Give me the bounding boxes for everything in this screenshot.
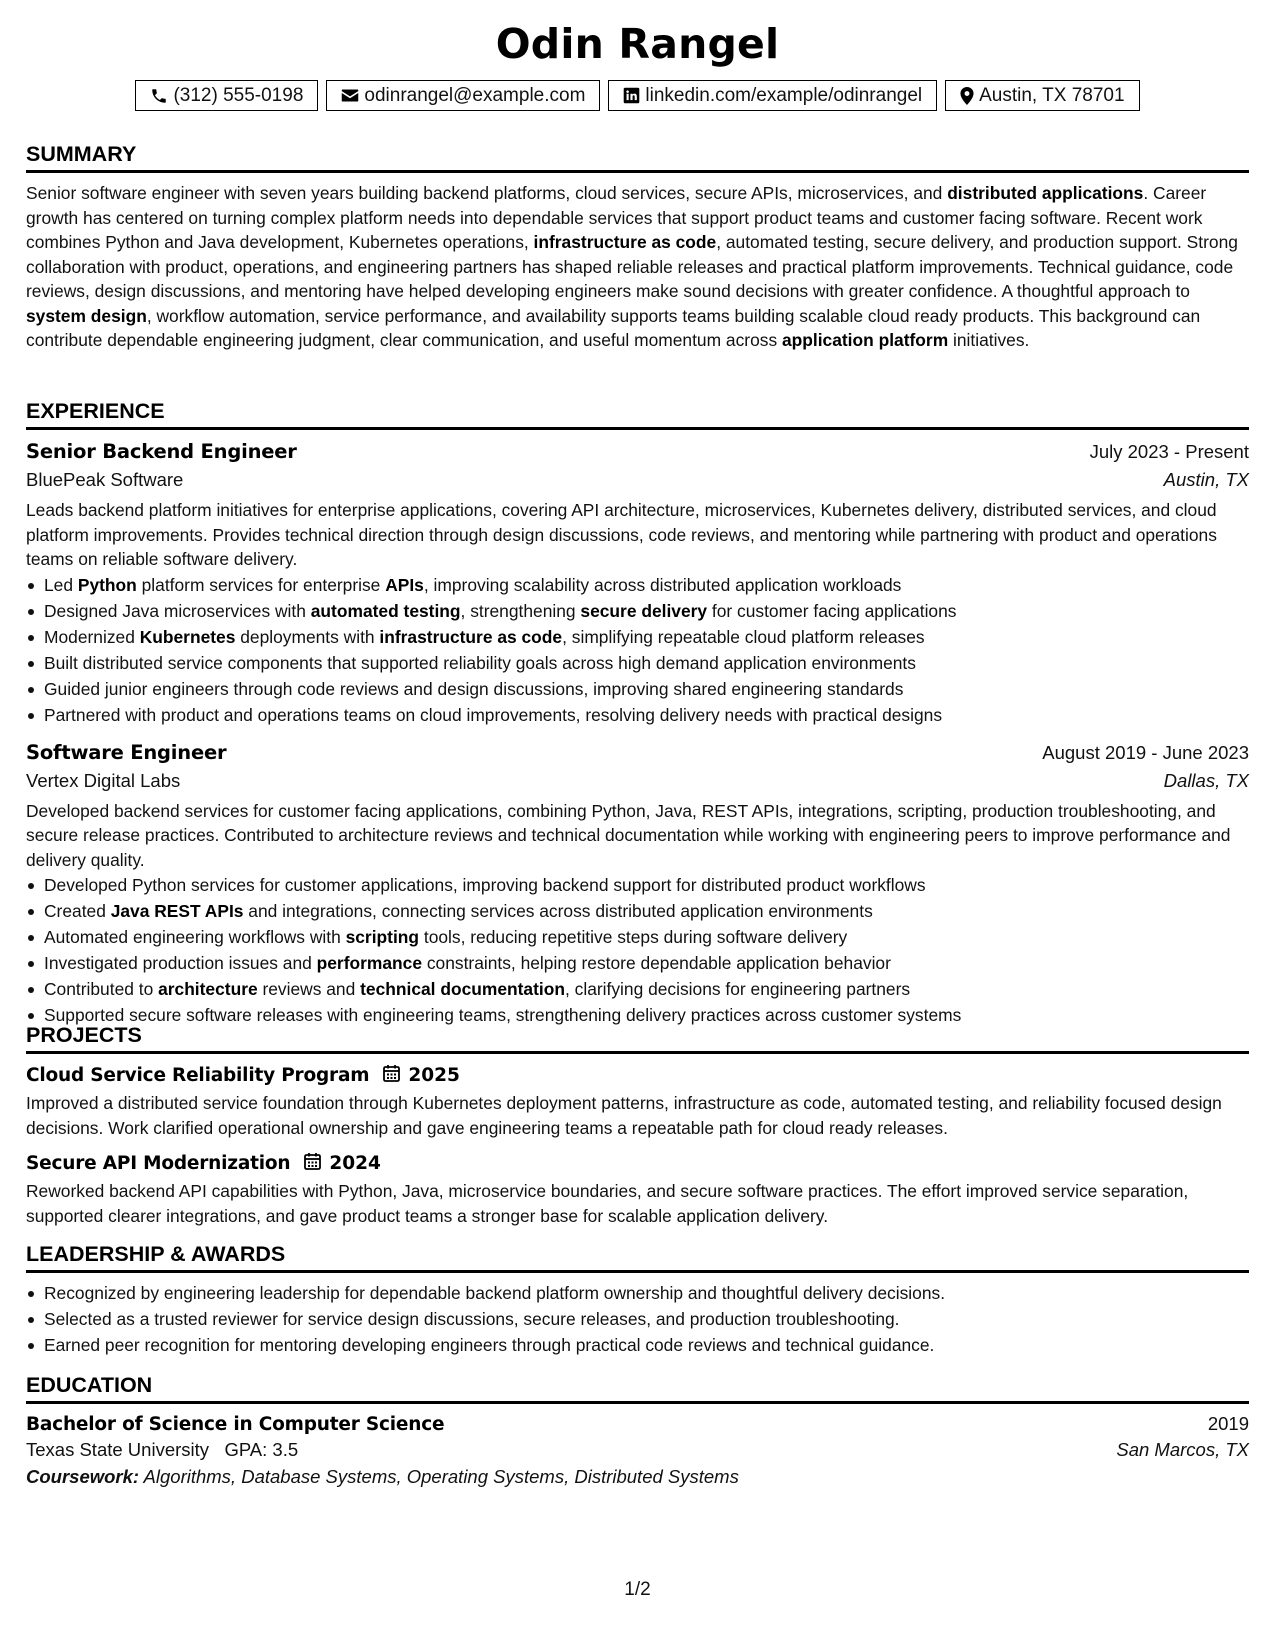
coursework (26, 1466, 1249, 1488)
section-title: LEADERSHIP & AWARDS (26, 1241, 1249, 1273)
text-run: Contributed to (44, 979, 159, 999)
school-location: San Marcos, TX (1116, 1439, 1249, 1460)
text-run: , strengthening (460, 600, 581, 621)
calendar-icon (304, 1152, 321, 1175)
bold-keyword: distributed applications (947, 183, 1144, 203)
text-run: Created (44, 901, 111, 921)
text-run: . Career growth has centered on turning complex platform needs into dependable services that support product teams and customer facing software. Recent work combines Python and Java development, Kubernetes operations, (26, 183, 1207, 252)
linkedin-text: linkedin.com/example/odinrangel (645, 84, 923, 106)
company-name: Vertex Digital Labs (26, 769, 181, 791)
project-entry (26, 1064, 1249, 1140)
phone-text: (312) 555-0198 (173, 84, 304, 106)
text-run: Supported secure software releases with engineering teams, strengthening delivery practices across customer systems (44, 1005, 962, 1025)
job-dates: August 2019 - June 2023 (1042, 741, 1249, 763)
contact-location[interactable] (945, 80, 1139, 111)
text-run: , simplifying repeatable cloud platform releases (562, 626, 925, 647)
bold-keyword: system design (26, 305, 147, 326)
bold-keyword: Python (77, 574, 137, 595)
text-run: , workflow automation, service performance, and availability supports teams building scalable cloud ready products. This background can contribute dependable engineering judgment, clear communication, and useful momentum across (26, 305, 1201, 350)
project-title: Cloud Service Reliability Program (26, 1065, 370, 1086)
job-description: Leads backend platform initiatives for enterprise applications, covering API architecture, microservices, Kubernetes delivery, distributed services, and cloud platform improvements. Provides technical direction through design discussions, code reviews, and mentoring while partnering with product and operations teams on reliable software delivery. (26, 500, 1217, 569)
list-item (26, 598, 1249, 624)
text-run: reviews and (257, 979, 361, 999)
map-pin-icon (960, 87, 974, 105)
email-text: odinrangel@example.com (364, 84, 586, 106)
bold-keyword: technical documentation (360, 979, 565, 999)
experience-section (26, 398, 1249, 1028)
bold-keyword: scripting (345, 927, 420, 947)
section-title: SUMMARY (26, 141, 1249, 173)
contact-email[interactable] (326, 80, 600, 111)
section-title: PROJECTS (26, 1022, 1249, 1054)
leadership-list (26, 1280, 1249, 1358)
text-run: Automated engineering workflows with (44, 927, 346, 947)
envelope-icon (341, 88, 359, 103)
text-run: for customer facing applications (707, 600, 957, 621)
bold-keyword: infrastructure as code (533, 232, 717, 252)
text-run: Investigated production issues and (44, 953, 317, 973)
list-item (26, 650, 1249, 676)
bold-keyword: infrastructure as code (379, 626, 563, 647)
bold-keyword: performance (316, 953, 422, 973)
list-item (26, 976, 1249, 1002)
contact-linkedin[interactable] (608, 80, 937, 111)
list-item (26, 898, 1249, 924)
gpa: GPA: 3.5 (224, 1439, 299, 1460)
project-title: Secure API Modernization (26, 1153, 291, 1174)
project-year: 2024 (329, 1153, 381, 1174)
location-text: Austin, TX 78701 (979, 84, 1125, 106)
bold-keyword: architecture (158, 979, 258, 999)
text-run: Partnered with product and operations teams on cloud improvements, resolving delivery needs with practical designs (44, 704, 943, 725)
list-item: Selected as a trusted reviewer for service design discussions, secure releases, and production troubleshooting. (26, 1306, 1249, 1332)
job-bullets (26, 872, 1249, 1028)
text-run: Guided junior engineers through code reviews and design discussions, improving shared engineering standards (44, 678, 904, 699)
job-title: Senior Backend Engineer (26, 440, 297, 463)
list-item (26, 872, 1249, 898)
contact-phone[interactable] (135, 80, 318, 111)
contact-bar (0, 80, 1275, 111)
text-run: deployments with (235, 626, 380, 647)
education-section (26, 1372, 1249, 1488)
text-run: tools, reducing repetitive steps during software delivery (419, 927, 848, 947)
project-year: 2025 (408, 1065, 460, 1086)
text-run: platform services for enterprise (136, 574, 386, 595)
text-run: Developed Python services for customer applications, improving backend support for distributed product workflows (44, 875, 926, 895)
summary-text (26, 181, 1249, 353)
project-description: Improved a distributed service foundation through Kubernetes deployment patterns, infrastructure as code, automated testing, and reliability focused design decisions. Work clarified operational ownership and gave engineering teams a repeatable path for cloud ready releases. (26, 1093, 1222, 1138)
calendar-icon (383, 1064, 400, 1087)
job-bullets (26, 572, 1249, 728)
company-name: BluePeak Software (26, 469, 184, 490)
list-item (26, 702, 1249, 728)
leadership-section (26, 1241, 1249, 1358)
list-item (26, 624, 1249, 650)
candidate-name: Odin Rangel (495, 20, 780, 68)
school-name: Texas State University (26, 1439, 210, 1460)
school-line (26, 1439, 298, 1461)
job-entry (26, 741, 1249, 1029)
list-item (26, 572, 1249, 598)
job-location: Austin, TX (1163, 469, 1249, 490)
text-run: and integrations, connecting services across distributed application environments (243, 901, 873, 921)
text-run: Modernized (44, 626, 140, 647)
coursework-list: Algorithms, Database Systems, Operating Systems, Distributed Systems (143, 1466, 739, 1487)
text-run: constraints, helping restore dependable application behavior (422, 953, 891, 973)
text-run: Designed Java microservices with (44, 600, 311, 621)
list-item: Recognized by engineering leadership for dependable backend platform ownership and thoughtful delivery decisions. (26, 1280, 1249, 1306)
phone-icon (150, 87, 168, 105)
list-item (26, 924, 1249, 950)
section-title: EDUCATION (26, 1372, 1249, 1404)
text-run: initiatives. (948, 330, 1030, 350)
job-description: Developed backend services for customer facing applications, combining Python, Java, REST APIs, integrations, scripting, production troubleshooting, and secure release practices. Contributed to architecture reviews and technical documentation while working with engineering peers to improve performance and delivery quality. (26, 800, 1231, 870)
summary-section (26, 141, 1249, 353)
text-run: , improving scalability across distributed application workloads (423, 574, 902, 595)
text-run: , automated testing, secure delivery, and production support. Strong collaboration with product, operations, and engineering partners has shaped reliable releases and practical platform improvements. Technical guidance, code reviews, design discussions, and mentoring have helped developing engineers make sound decisions with greater confidence. A thoughtful approach to (26, 232, 1238, 301)
text-run: , clarifying decisions for engineering partners (564, 979, 911, 999)
text-run: Led (44, 574, 78, 595)
list-item: Earned peer recognition for mentoring developing engineers through practical code reviews and technical guidance. (26, 1332, 1249, 1358)
page-number: 1/2 (624, 1579, 651, 1600)
text-run: Senior software engineer with seven years building backend platforms, cloud services, secure APIs, microservices, and (26, 183, 948, 203)
degree-title: Bachelor of Science in Computer Science (26, 1414, 445, 1435)
list-item (26, 676, 1249, 702)
job-location: Dallas, TX (1163, 769, 1249, 791)
project-entry (26, 1152, 1249, 1228)
text-run: Built distributed service components that supported reliability goals across high demand application environments (44, 652, 916, 673)
job-dates: July 2023 - Present (1089, 441, 1249, 462)
job-title: Software Engineer (26, 740, 227, 764)
linkedin-icon (623, 87, 640, 104)
bold-keyword: Kubernetes (139, 626, 236, 647)
coursework-label: Coursework: (26, 1466, 140, 1487)
bold-keyword: automated testing (310, 600, 461, 621)
job-entry (26, 440, 1249, 728)
project-description: Reworked backend API capabilities with Python, Java, microservice boundaries, and secure software practices. The effort improved service separation, supported clearer integrations, and gave product teams a stronger base for scalable application delivery. (26, 1181, 1189, 1226)
graduation-year: 2019 (1207, 1413, 1249, 1434)
bold-keyword: APIs (385, 574, 424, 595)
bold-keyword: Java REST APIs (110, 901, 244, 921)
projects-section (26, 1022, 1249, 1228)
bold-keyword: application platform (781, 330, 949, 350)
list-item (26, 950, 1249, 976)
section-title: EXPERIENCE (26, 398, 1249, 430)
bold-keyword: secure delivery (580, 600, 708, 621)
